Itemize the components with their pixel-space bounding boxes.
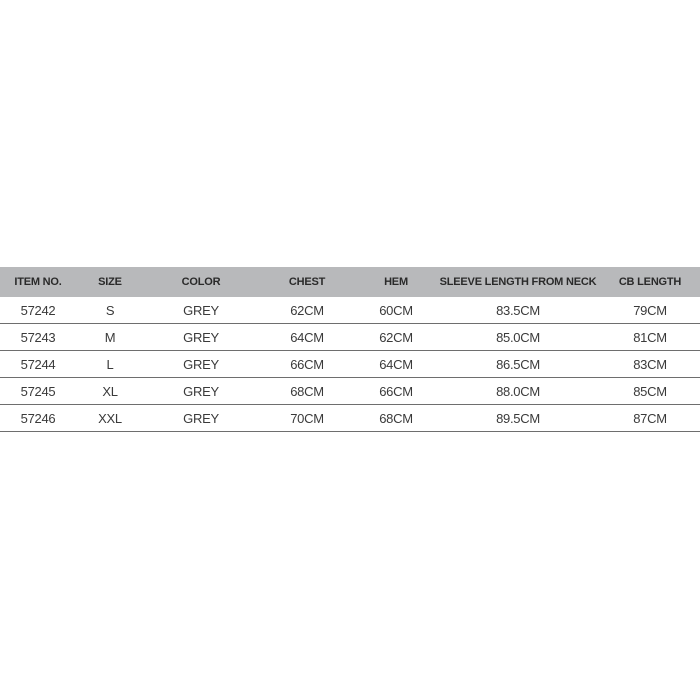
header-hem: HEM (356, 267, 436, 297)
header-color: COLOR (144, 267, 258, 297)
table-header-row (0, 267, 700, 297)
cell-sleeve-length: 88.0CM (436, 378, 600, 405)
cell-sleeve-length: 86.5CM (436, 351, 600, 378)
cell-hem: 64CM (356, 351, 436, 378)
table-row (0, 351, 700, 378)
table-row (0, 405, 700, 432)
cell-sleeve-length: 83.5CM (436, 297, 600, 324)
cell-chest: 70CM (258, 405, 356, 432)
header-chest: CHEST (258, 267, 356, 297)
cell-size: S (76, 297, 144, 324)
cell-cb-length: 79CM (600, 297, 700, 324)
cell-chest: 64CM (258, 324, 356, 351)
cell-chest: 62CM (258, 297, 356, 324)
cell-color: GREY (144, 324, 258, 351)
header-item-no: ITEM NO. (0, 267, 76, 297)
cell-item-no: 57244 (0, 351, 76, 378)
cell-cb-length: 85CM (600, 378, 700, 405)
cell-hem: 62CM (356, 324, 436, 351)
header-sleeve-length: SLEEVE LENGTH FROM NECK (436, 267, 600, 297)
cell-color: GREY (144, 405, 258, 432)
cell-hem: 68CM (356, 405, 436, 432)
table-row (0, 297, 700, 324)
cell-item-no: 57243 (0, 324, 76, 351)
cell-chest: 66CM (258, 351, 356, 378)
cell-color: GREY (144, 297, 258, 324)
cell-item-no: 57245 (0, 378, 76, 405)
cell-cb-length: 81CM (600, 324, 700, 351)
cell-size: XXL (76, 405, 144, 432)
cell-color: GREY (144, 378, 258, 405)
header-cb-length: CB LENGTH (600, 267, 700, 297)
cell-hem: 60CM (356, 297, 436, 324)
table-row (0, 324, 700, 351)
cell-color: GREY (144, 351, 258, 378)
table-row (0, 378, 700, 405)
cell-item-no: 57246 (0, 405, 76, 432)
cell-size: M (76, 324, 144, 351)
cell-size: L (76, 351, 144, 378)
cell-cb-length: 87CM (600, 405, 700, 432)
size-chart-table (0, 267, 700, 432)
cell-sleeve-length: 85.0CM (436, 324, 600, 351)
cell-size: XL (76, 378, 144, 405)
cell-sleeve-length: 89.5CM (436, 405, 600, 432)
header-size: SIZE (76, 267, 144, 297)
cell-item-no: 57242 (0, 297, 76, 324)
cell-hem: 66CM (356, 378, 436, 405)
cell-chest: 68CM (258, 378, 356, 405)
cell-cb-length: 83CM (600, 351, 700, 378)
